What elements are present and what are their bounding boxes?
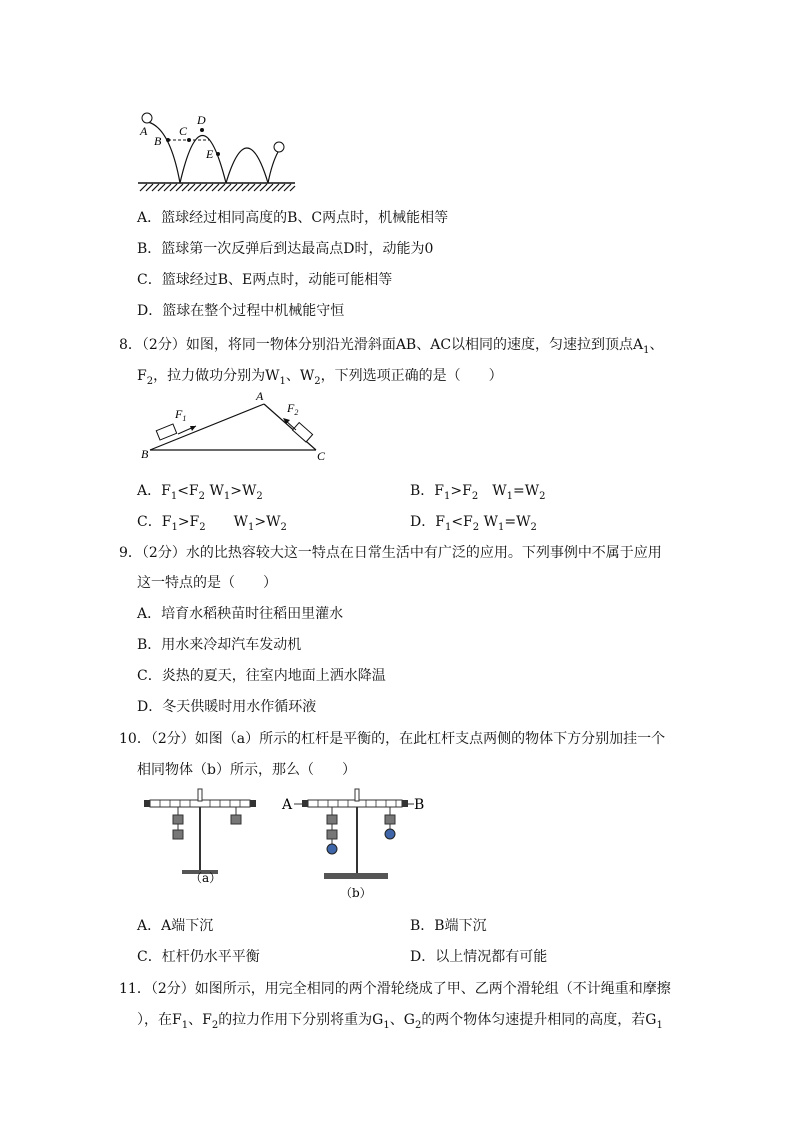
inclined-planes-figure [138,390,338,465]
q8-option-d[interactable]: D．$F_1<F_2$ $W_1=W_2$ [410,514,537,533]
point-e-label: E [206,147,214,161]
lever-a-caption: （a） [190,871,222,885]
force-f2-label: $F_2$ [287,401,299,417]
q9-option-a[interactable]: A．培育水稻秧苗时往稻田里灌水 [137,606,344,622]
q7-option-b[interactable]: B．篮球第一次反弹后到达最高点D时，动能为0 [137,241,434,257]
force-f1-label: $F_1$ [175,407,187,423]
q7-option-a[interactable]: A．篮球经过相同高度的B、C两点时，机械能相等 [137,210,449,226]
q11-stem-line1: 11．（2分）如图所示，用完全相同的两个滑轮绕成了甲、乙两个滑轮组（不计绳重和摩擦 [119,981,671,997]
incline-vertex-b: B [141,447,149,461]
lever-end-a-label: A [282,797,293,813]
incline-vertex-c: C [317,449,326,463]
q10-option-b[interactable]: B．B端下沉 [410,918,487,934]
point-b-label: B [154,134,162,148]
incline-vertex-a: A [256,389,264,403]
q11-stem-line2: ），在$F_1$、$F_2$的拉力作用下分别将重为$G_1$、$G_2$的两个物体匀速提升相同的高度，若$G_1$ [137,1012,663,1031]
q10-stem-line2: 相同物体（b）所示，那么（ ） [137,762,356,778]
q9-stem-line2: 这一特点的是（ ） [137,575,277,591]
point-a-label: A [140,124,148,138]
q8-stem-line2: $F_2$，拉力做功分别为$W_1$、$W_2$，下列选项正确的是（ ） [137,368,503,387]
q10-option-a[interactable]: A．A端下沉 [137,918,214,934]
q10-option-d[interactable]: D．以上情况都有可能 [410,949,548,965]
q8-stem-line1: 8．（2分）如图，将同一物体分别沿光滑斜面AB、AC以相同的速度，匀速拉到顶点$A_1$、 [119,337,664,356]
basketball-bounce-figure [130,108,305,196]
q7-option-d[interactable]: D．篮球在整个过程中机械能守恒 [137,303,345,319]
point-d-label: D [197,113,206,127]
point-c-label: C [179,124,188,138]
q10-stem-line1: 10．（2分）如图（a）所示的杠杆是平衡的，在此杠杆支点两侧的物体下方分别加挂一个 [119,731,666,747]
lever-figure-b [282,785,432,900]
q7-option-c[interactable]: C．篮球经过B、E两点时，动能可能相等 [137,272,393,288]
q8-option-a[interactable]: A．$F_1<F_2$ $W_1>W_2$ [137,483,263,502]
lever-figure-a [140,785,265,885]
q8-option-b[interactable]: B．$F_1>F_2$ $W_1=W_2$ [410,483,546,502]
lever-b-caption: （b） [340,886,372,900]
q8-option-c[interactable]: C．$F_1>F_2$ $W_1>W_2$ [137,514,287,533]
q10-option-c[interactable]: C．杠杆仍水平平衡 [137,949,260,965]
q9-option-b[interactable]: B．用水来冷却汽车发动机 [137,637,302,653]
q9-option-c[interactable]: C．炎热的夏天，往室内地面上洒水降温 [137,668,386,684]
q9-option-d[interactable]: D．冬天供暖时用水作循环液 [137,699,317,715]
lever-end-b-label: B [414,797,425,813]
q9-stem-line1: 9．（2分）水的比热容较大这一特点在日常生活中有广泛的应用。下列事例中不属于应用 [119,545,662,561]
